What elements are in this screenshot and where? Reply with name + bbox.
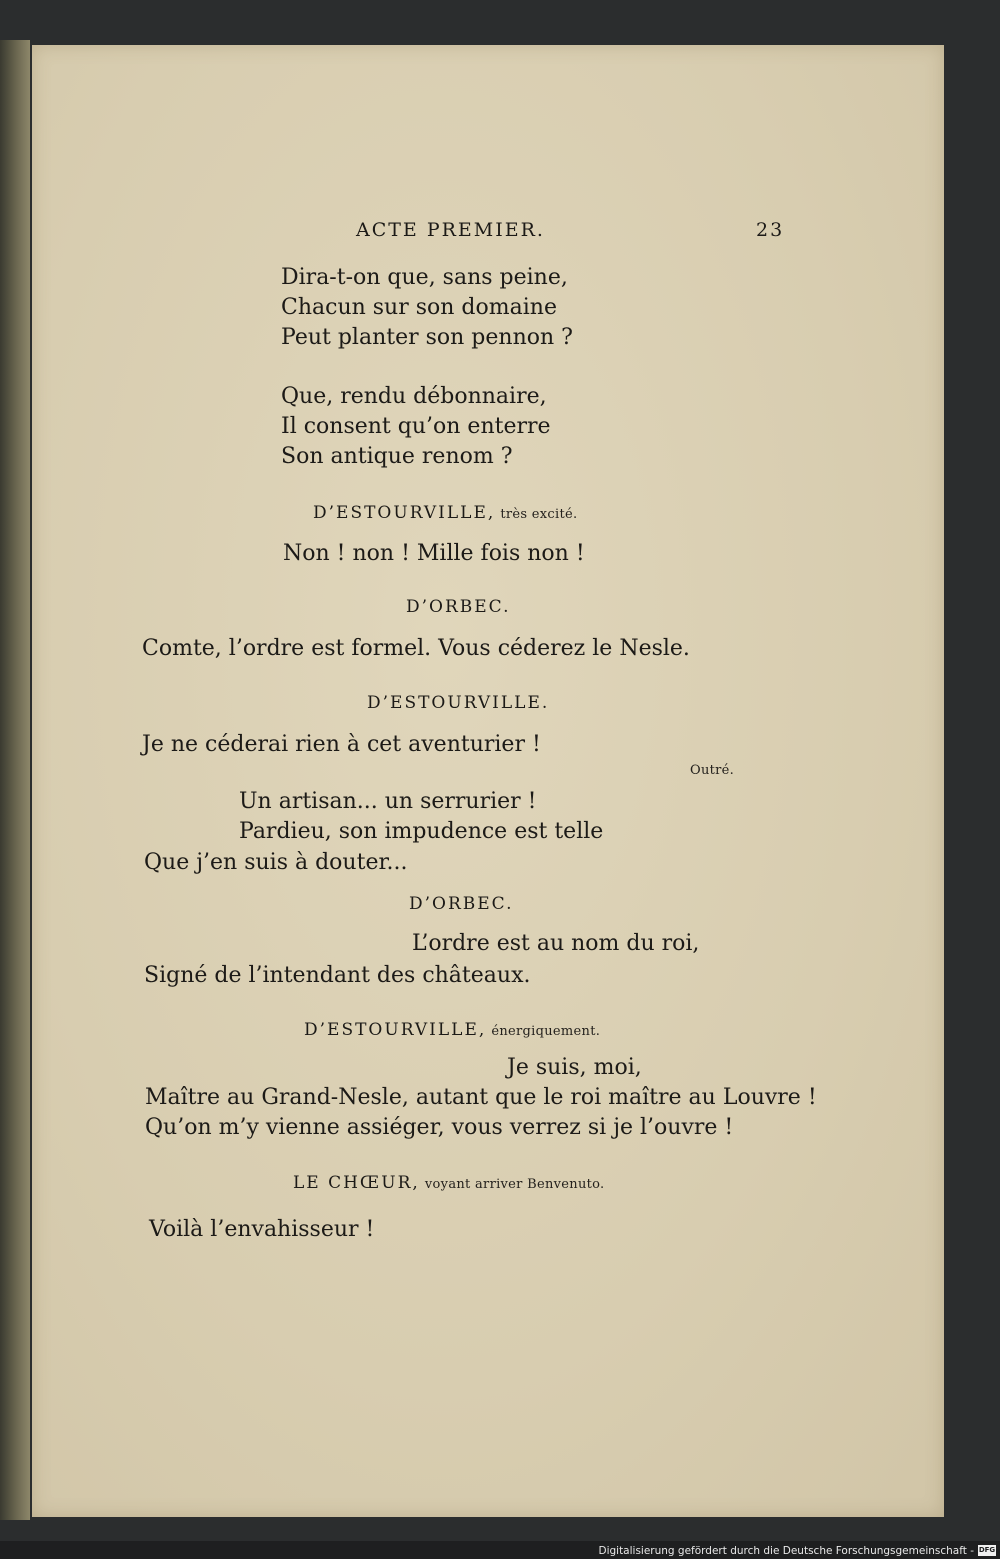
verse-line: Un artisan... un serrurier ! [239, 789, 537, 814]
verse-line: L’ordre est au nom du roi, [412, 931, 700, 956]
verse-line: Signé de l’intendant des châteaux. [144, 963, 531, 988]
speaker-heading [313, 503, 577, 523]
book-page [32, 45, 944, 1517]
running-head: ACTE PREMIER. [356, 219, 545, 241]
speaker-name: D’ESTOURVILLE, [313, 503, 496, 523]
speaker-name: D’ORBEC. [409, 894, 514, 914]
stage-direction: Outré. [690, 763, 735, 778]
verse-line: Chacun sur son domaine [281, 295, 557, 320]
book-spine-edge [0, 40, 30, 1520]
footer-bar [0, 1541, 1000, 1559]
speaker-heading [304, 1020, 600, 1040]
verse-line: Dira-t-on que, sans peine, [281, 265, 568, 290]
verse-line: Il consent qu’on enterre [281, 414, 551, 439]
speaker-name: D’ESTOURVILLE. [367, 693, 550, 713]
verse-line: Peut planter son pennon ? [281, 325, 573, 350]
verse-line: Que, rendu débonnaire, [281, 384, 547, 409]
verse-line: Pardieu, son impudence est telle [239, 819, 604, 844]
stage-direction: énergiquement. [491, 1024, 601, 1039]
speaker-name: D’ESTOURVILLE, [304, 1020, 487, 1040]
verse-line: Non ! non ! Mille fois non ! [283, 541, 585, 566]
verse-line: Voilà l’envahisseur ! [149, 1217, 375, 1242]
verse-line: Son antique renom ? [281, 444, 513, 469]
speaker-heading [293, 1173, 604, 1193]
page-number: 23 [756, 219, 785, 241]
stage-direction: très excité. [500, 507, 578, 522]
verse-line: Comte, l’ordre est formel. Vous céderez le Nesle. [142, 636, 690, 661]
speaker-name: D’ORBEC. [406, 597, 511, 617]
verse-line: Maître au Grand-Nesle, autant que le roi maître au Louvre ! [145, 1085, 817, 1110]
verse-line: Je ne céderai rien à cet aventurier ! [142, 732, 541, 757]
digitization-credit: Digitalisierung gefördert durch die Deutsche Forschungsgemeinschaft - [598, 1545, 974, 1557]
verse-line: Je suis, moi, [507, 1055, 642, 1080]
verse-line: Qu’on m’y vienne assiéger, vous verrez si je l’ouvre ! [145, 1115, 734, 1140]
verse-line: Que j’en suis à douter... [144, 850, 408, 875]
dfg-logo: DFG [978, 1546, 996, 1554]
speaker-name: LE CHŒUR, [293, 1173, 420, 1193]
stage-direction: voyant arriver Benvenuto. [424, 1177, 605, 1192]
